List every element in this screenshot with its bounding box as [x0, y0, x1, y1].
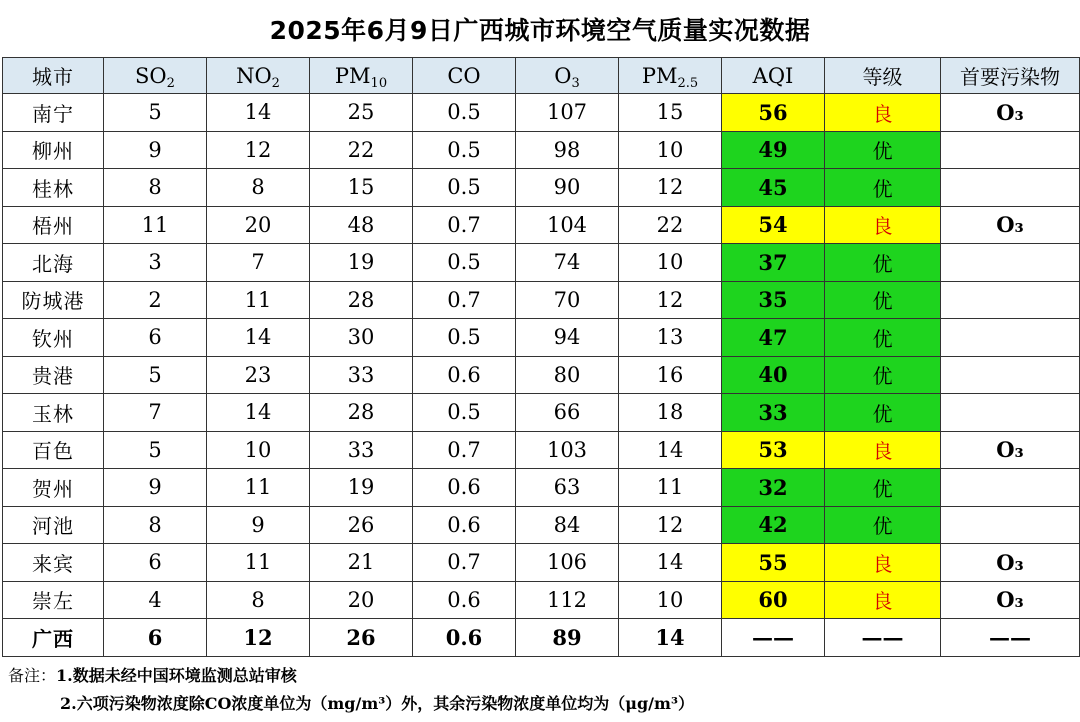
table-row: [3, 581, 1080, 619]
cell-city: 柳州: [3, 131, 104, 169]
cell-aqi: 37: [722, 244, 825, 282]
header-pm25: $PM_{2.5}$: [619, 58, 722, 94]
cell-pm25: 15: [619, 94, 722, 132]
cell-city: 防城港: [3, 281, 104, 319]
header-so2: $SO_2$: [104, 58, 207, 94]
cell-primary: [941, 281, 1080, 319]
notes-label: 备注：: [8, 666, 57, 685]
cell-pm10: 28: [310, 281, 413, 319]
cell-pm10: 22: [310, 131, 413, 169]
cell-primary: O₃: [941, 431, 1080, 469]
cell-no2: 11: [207, 281, 310, 319]
cell-primary: [941, 244, 1080, 282]
total-co: 0.6: [413, 619, 516, 657]
cell-aqi: 40: [722, 356, 825, 394]
total-aqi: ——: [722, 619, 825, 657]
cell-o3: 90: [516, 169, 619, 207]
cell-co: 0.6: [413, 506, 516, 544]
cell-pm10: 28: [310, 394, 413, 432]
cell-so2: 3: [104, 244, 207, 282]
cell-o3: 66: [516, 394, 619, 432]
cell-level: 优: [825, 281, 941, 319]
total-pm25: 14: [619, 619, 722, 657]
cell-city: 桂林: [3, 169, 104, 207]
cell-so2: 6: [104, 544, 207, 582]
cell-pm10: 30: [310, 319, 413, 357]
cell-o3: 94: [516, 319, 619, 357]
cell-pm10: 25: [310, 94, 413, 132]
cell-primary: O₃: [941, 581, 1080, 619]
note-1-text: 1.数据未经中国环境监测总站审核: [56, 666, 297, 685]
cell-co: 0.5: [413, 319, 516, 357]
cell-level: 优: [825, 394, 941, 432]
cell-aqi: 47: [722, 319, 825, 357]
total-row: [3, 619, 1080, 657]
cell-city: 崇左: [3, 581, 104, 619]
cell-o3: 70: [516, 281, 619, 319]
cell-pm25: 10: [619, 244, 722, 282]
cell-pm25: 18: [619, 394, 722, 432]
header-co: CO: [413, 58, 516, 94]
cell-level: 良: [825, 206, 941, 244]
header-o3: $O_3$: [516, 58, 619, 94]
cell-primary: O₃: [941, 94, 1080, 132]
cell-so2: 4: [104, 581, 207, 619]
cell-co: 0.5: [413, 131, 516, 169]
cell-so2: 11: [104, 206, 207, 244]
cell-level: 优: [825, 356, 941, 394]
cell-pm10: 20: [310, 581, 413, 619]
cell-primary: [941, 469, 1080, 507]
notes: [8, 662, 1078, 718]
cell-city: 百色: [3, 431, 104, 469]
cell-pm10: 33: [310, 431, 413, 469]
cell-pm10: 19: [310, 244, 413, 282]
total-no2: 12: [207, 619, 310, 657]
cell-co: 0.6: [413, 356, 516, 394]
cell-o3: 104: [516, 206, 619, 244]
cell-so2: 6: [104, 319, 207, 357]
cell-o3: 107: [516, 94, 619, 132]
cell-aqi: 60: [722, 581, 825, 619]
cell-pm25: 10: [619, 581, 722, 619]
cell-primary: [941, 356, 1080, 394]
cell-pm10: 26: [310, 506, 413, 544]
cell-so2: 2: [104, 281, 207, 319]
cell-pm10: 33: [310, 356, 413, 394]
cell-level: 优: [825, 244, 941, 282]
cell-pm10: 21: [310, 544, 413, 582]
cell-city: 南宁: [3, 94, 104, 132]
table-row: [3, 506, 1080, 544]
cell-o3: 103: [516, 431, 619, 469]
cell-so2: 9: [104, 131, 207, 169]
cell-level: 良: [825, 431, 941, 469]
cell-pm25: 12: [619, 169, 722, 207]
cell-so2: 5: [104, 94, 207, 132]
table-row: [3, 356, 1080, 394]
cell-aqi: 49: [722, 131, 825, 169]
cell-level: 优: [825, 169, 941, 207]
cell-primary: [941, 394, 1080, 432]
cell-co: 0.6: [413, 581, 516, 619]
cell-pm25: 16: [619, 356, 722, 394]
cell-pm25: 12: [619, 506, 722, 544]
cell-city: 北海: [3, 244, 104, 282]
header-primary-pollutant: 首要污染物: [941, 58, 1080, 94]
cell-co: 0.6: [413, 469, 516, 507]
cell-no2: 8: [207, 169, 310, 207]
cell-level: 良: [825, 94, 941, 132]
cell-so2: 5: [104, 356, 207, 394]
cell-pm25: 12: [619, 281, 722, 319]
table-row: [3, 544, 1080, 582]
cell-aqi: 55: [722, 544, 825, 582]
cell-primary: O₃: [941, 544, 1080, 582]
cell-city: 河池: [3, 506, 104, 544]
cell-no2: 9: [207, 506, 310, 544]
cell-no2: 23: [207, 356, 310, 394]
note-2-text: 2.六项污染物浓度除CO浓度单位为（mg/m³）外，其余污染物浓度单位均为（μg/m³）: [60, 694, 694, 713]
total-so2: 6: [104, 619, 207, 657]
cell-pm25: 10: [619, 131, 722, 169]
total-o3: 89: [516, 619, 619, 657]
cell-city: 玉林: [3, 394, 104, 432]
header-level: 等级: [825, 58, 941, 94]
cell-aqi: 42: [722, 506, 825, 544]
cell-o3: 106: [516, 544, 619, 582]
cell-co: 0.7: [413, 544, 516, 582]
cell-aqi: 35: [722, 281, 825, 319]
table-row: [3, 244, 1080, 282]
cell-aqi: 33: [722, 394, 825, 432]
total-city: 广西: [3, 619, 104, 657]
table-row: [3, 206, 1080, 244]
cell-aqi: 56: [722, 94, 825, 132]
cell-aqi: 45: [722, 169, 825, 207]
cell-primary: [941, 319, 1080, 357]
header-no2: $NO_2$: [207, 58, 310, 94]
table-row: [3, 431, 1080, 469]
table-row: [3, 131, 1080, 169]
total-primary: ——: [941, 619, 1080, 657]
cell-level: 优: [825, 131, 941, 169]
total-pm10: 26: [310, 619, 413, 657]
air-quality-table: [2, 57, 1080, 657]
cell-co: 0.7: [413, 206, 516, 244]
cell-city: 来宾: [3, 544, 104, 582]
header-row: [3, 58, 1080, 94]
cell-primary: O₃: [941, 206, 1080, 244]
cell-so2: 5: [104, 431, 207, 469]
cell-city: 贺州: [3, 469, 104, 507]
cell-aqi: 54: [722, 206, 825, 244]
header-city: 城市: [3, 58, 104, 94]
cell-co: 0.7: [413, 281, 516, 319]
cell-no2: 14: [207, 394, 310, 432]
cell-o3: 84: [516, 506, 619, 544]
cell-o3: 112: [516, 581, 619, 619]
cell-so2: 7: [104, 394, 207, 432]
cell-primary: [941, 131, 1080, 169]
cell-primary: [941, 506, 1080, 544]
cell-so2: 9: [104, 469, 207, 507]
cell-city: 梧州: [3, 206, 104, 244]
cell-pm10: 48: [310, 206, 413, 244]
cell-so2: 8: [104, 506, 207, 544]
cell-no2: 11: [207, 469, 310, 507]
table-row: [3, 319, 1080, 357]
cell-co: 0.5: [413, 394, 516, 432]
cell-level: 优: [825, 506, 941, 544]
cell-pm10: 15: [310, 169, 413, 207]
cell-no2: 14: [207, 319, 310, 357]
cell-no2: 7: [207, 244, 310, 282]
table-row: [3, 394, 1080, 432]
cell-city: 钦州: [3, 319, 104, 357]
table-row: [3, 469, 1080, 507]
cell-o3: 63: [516, 469, 619, 507]
page-title: 2025年6月9日广西城市环境空气质量实况数据: [269, 15, 811, 45]
cell-no2: 12: [207, 131, 310, 169]
cell-no2: 8: [207, 581, 310, 619]
cell-aqi: 32: [722, 469, 825, 507]
cell-primary: [941, 169, 1080, 207]
cell-pm25: 14: [619, 544, 722, 582]
cell-pm25: 11: [619, 469, 722, 507]
cell-co: 0.7: [413, 431, 516, 469]
cell-no2: 10: [207, 431, 310, 469]
table-row: [3, 169, 1080, 207]
cell-pm25: 22: [619, 206, 722, 244]
cell-level: 良: [825, 544, 941, 582]
cell-o3: 80: [516, 356, 619, 394]
note-line-2: [8, 690, 1078, 718]
header-pm10: $PM_{10}$: [310, 58, 413, 94]
header-aqi: AQI: [722, 58, 825, 94]
cell-level: 优: [825, 469, 941, 507]
cell-o3: 98: [516, 131, 619, 169]
cell-city: 贵港: [3, 356, 104, 394]
cell-pm25: 14: [619, 431, 722, 469]
cell-pm25: 13: [619, 319, 722, 357]
table-row: [3, 281, 1080, 319]
cell-o3: 74: [516, 244, 619, 282]
cell-no2: 11: [207, 544, 310, 582]
cell-co: 0.5: [413, 169, 516, 207]
cell-pm10: 19: [310, 469, 413, 507]
cell-level: 良: [825, 581, 941, 619]
note-line-1: [8, 662, 1078, 690]
total-level: ——: [825, 619, 941, 657]
cell-level: 优: [825, 319, 941, 357]
cell-so2: 8: [104, 169, 207, 207]
cell-no2: 14: [207, 94, 310, 132]
cell-no2: 20: [207, 206, 310, 244]
cell-aqi: 53: [722, 431, 825, 469]
table-row: [3, 94, 1080, 132]
cell-co: 0.5: [413, 244, 516, 282]
cell-co: 0.5: [413, 94, 516, 132]
